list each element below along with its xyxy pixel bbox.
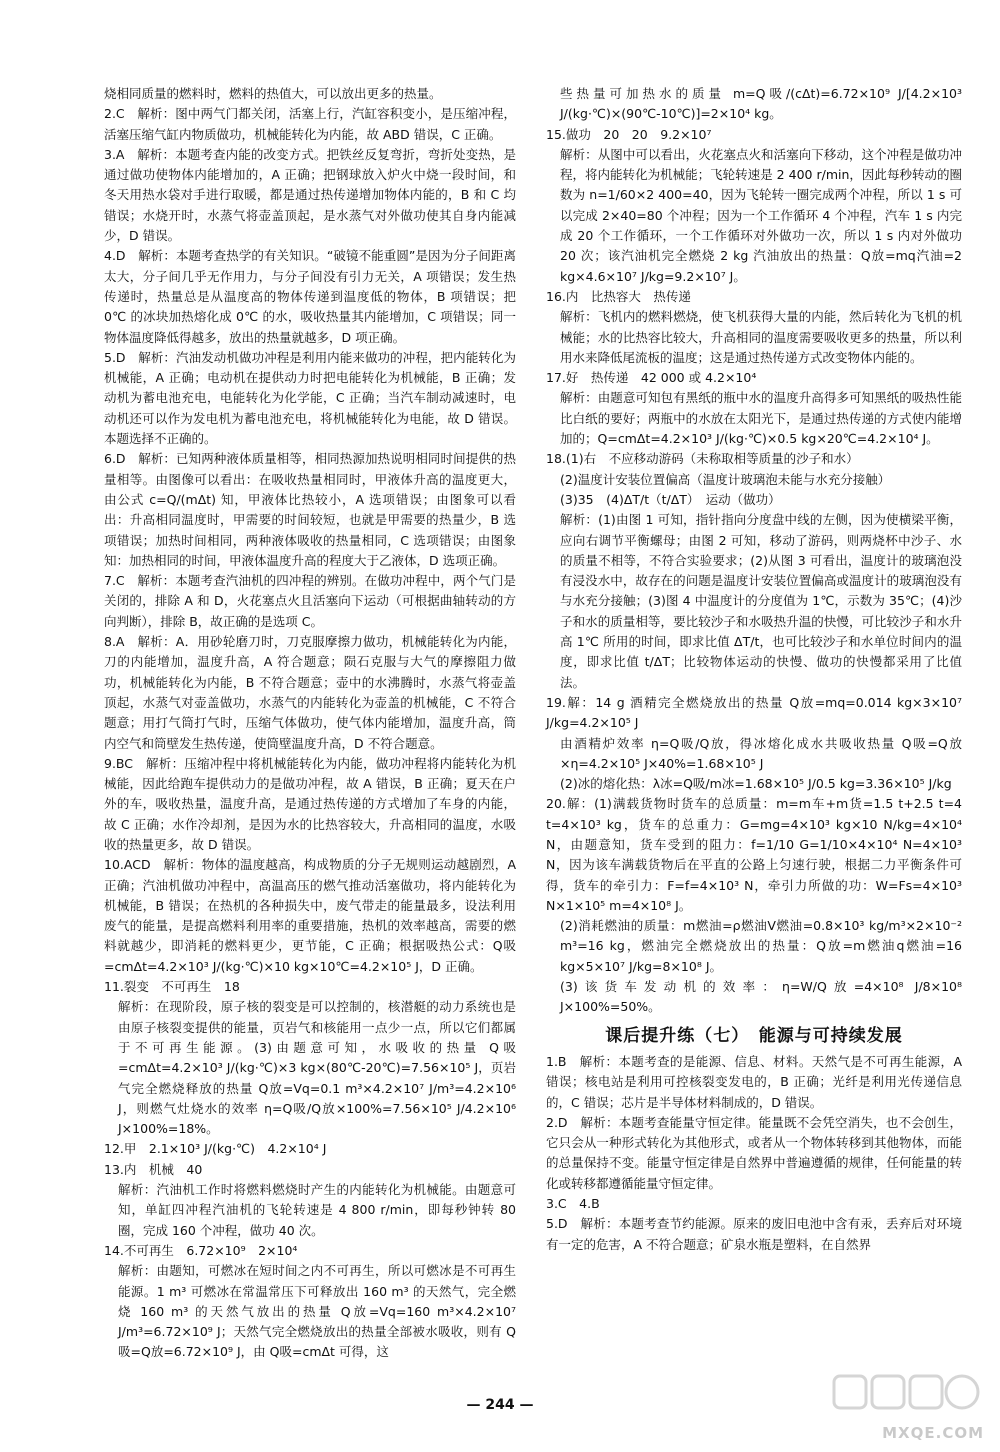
left-paragraph: 解析：由题知，可燃冰在短时间之内不可再生，所以可燃冰是不可再生能源。1 m³ 可燃冰在常温常压下可释放出 160 m³ 的天然气，完全燃烧 160 m³ 的天然气放出的热量 Q放=Vq=160 m³×4.2×10⁷ J/m³=6.72×10⁹ J；天然气完全燃烧放出的热量全部被水吸收，则有 Q吸=Q放=6.72×10⁹ J，由 Q吸=cmΔt 可得，这 <box>118 1263 516 1360</box>
left-paragraph: 烧相同质量的燃料时，燃料的热值大，可以放出更多的热量。 <box>104 86 442 101</box>
left-column <box>104 84 516 1363</box>
right-paragraph: 16.内 比热容大 热传递 <box>546 288 691 304</box>
left-paragraph: 9.BC 解析：压缩冲程中将机械能转化为内能，做功冲程将内能转化为机械能，因此给跑车提供动力的是做功冲程，故 A 错误，B 正确；夏天在户外的车，吸收热量，温度升高，是通过热传递的方式增加了车身的内能，故 C 正确；水作冷却剂，是因为水的比热容较大，升高相同的温度，水吸收的热量更多，故 D 错误。 <box>104 755 516 852</box>
left-paragraph: 6.D 解析：已知两种液体质量相等，相同热源加热说明相同时间提供的热量相等。由图像可以看出：在吸收热量相同时，甲液体升高的温度更大，由公式 c=Q/(mΔt) 知，甲液体比热较小，A 选项错误；由图象可以看出：升高相同温度时，甲需要的时间较短，也就是甲需要的热量少，B 选项错误；加热时间相同，两种液体吸收的热量相同，C 选项错误；由图象知：加热相同的时间，甲液体温度升高的程度大于乙液体，D 选项正确。 <box>104 451 516 568</box>
right-paragraph: 15.做功 20 20 9.2×10⁷ <box>546 126 712 142</box>
left-paragraph: 10.ACD 解析：物体的温度越高，构成物质的分子无规则运动越剧烈，A 正确；汽油机做功冲程中，高温高压的燃气推动活塞做功，将内能转化为机械能，B 错误；在热机的各种损失中，废气带走的能量最多，设法利用废气的能量，是提高燃料利用率的重要措施，热机的效率越高，需要的燃料就越少，即消耗的燃料更少，更节能，C 正确；根据吸热公式：Q吸=cmΔt=4.2×10³ J/(kg·℃)×10 kg×10℃=4.2×10⁵ J，D 正确。 <box>104 857 516 974</box>
right-paragraph: 17.好 热传递 42 000 或 4.2×10⁴ <box>546 370 757 386</box>
left-paragraph: 11.裂变 不可再生 18 <box>104 979 240 995</box>
right-paragraph: 解析：由题意可知包有黑纸的瓶中水的温度升高得多可知黑纸的吸热性能比白纸的要好；两瓶中的水放在太阳光下，是通过热传递的方式使内能增加的；Q=cmΔt=4.2×10³ J/(kg·℃)×0.5 kg×20℃=4.2×10⁴ J。 <box>560 390 962 447</box>
right-paragraph: 由酒精炉效率 η=Q吸/Q放，得冰熔化成水共吸收热量 Q吸=Q放×η=4.2×10⁵ J×40%=1.68×10⁵ J <box>560 735 962 771</box>
right-paragraph: (3)该货车发动机的效率：η=W/Q放=4×10⁸ J/8×10⁸ J×100%=50%。 <box>560 979 962 1015</box>
section-item: 2.D 解析：本题考查能量守恒定律。能量既不会凭空消失，也不会创生，它只会从一种形式转化为其他形式，或者从一个物体转移到其他物体，而能的总量保持不变。能量守恒定律是自然界中普遍遵循的规律，任何能量的转化或转移都遵循能量守恒定律。 <box>546 1114 962 1191</box>
watermark-text: MXQE.COM <box>882 1424 984 1442</box>
left-paragraph: 3.A 解析：本题考查内能的改变方式。把铁丝反复弯折，弯折处变热，是通过做功使物体内能增加的，A 正确；把钢球放入炉火中烧一段时间，和冬天用热水袋对手进行取暖，都是通过热传递增加物体内能的，B 和 C 均错误；水烧开时，水蒸气将壶盖顶起，是水蒸气对外做功使其自身内能减少，D 错误。 <box>104 146 516 244</box>
left-paragraph: 12.甲 2.1×10³ J/(kg·℃) 4.2×10⁴ J <box>104 1141 327 1157</box>
right-paragraph: 解析：飞机内的燃料燃烧，使飞机获得大量的内能，然后转化为飞机的机械能；水的比热容比较大，升高相同的温度需要吸收更多的热量，所以利用水来降低尾流板的温度；这是通过热传递方式改变物体内能的。 <box>560 309 962 365</box>
left-paragraph: 14.不可再生 6.72×10⁹ 2×10⁴ <box>104 1242 298 1258</box>
right-paragraph: (2)温度计安装位置偏高（温度计玻璃泡未能与水充分接触） <box>560 471 891 487</box>
right-paragraph: (2)冰的熔化热：λ冰=Q吸/m冰=1.68×10⁵ J/0.5 kg=3.36×10⁵ J/kg <box>560 776 952 792</box>
right-paragraph: 解析：(1)由图 1 可知，指针指向分度盘中线的左侧，因为使横梁平衡，应向右调节平衡螺母；由图 2 可知，移动了游码，则两烧杯中沙子、水的质量不相等，不符合实验要求；(2)从图 3 可看出，温度计的玻璃泡没有浸没水中，故存在的问题是温度计安装位置偏高或温度计的玻璃泡没有与水充分接触；(3)图 4 中温度计的分度值为 1℃，示数为 35℃；(4)沙子和水的质量相等，要比较沙子和水吸热升温的快慢，可比较沙子和水升高 1℃ 所用的时间，即求比值 ΔT/t，也可比较沙子和水单位时间内的温度，即求比值 t/ΔT；比较物体运动的快慢、做功的快慢都采用了比值法。 <box>560 512 962 690</box>
section-item: 1.B 解析：本题考查的是能源、信息、材料。天然气是不可再生能源，A 错误；核电站是利用可控核裂变发电的，B 正确；光纤是利用光传递信息的，C 错误；芯片是半导体材料制成的，D 错误。 <box>546 1053 962 1110</box>
watermark-logo-icon <box>832 1372 982 1416</box>
left-paragraph: 解析：汽油机工作时将燃料燃烧时产生的内能转化为机械能。由题意可知，单缸四冲程汽油机的飞轮转速是 4 800 r/min，即每秒钟转 80 圈，完成 160 个冲程，做功 40 次。 <box>118 1182 516 1238</box>
left-paragraph: 解析：在现阶段，原子核的裂变是可以控制的，核潜艇的动力系统也是由原子核裂变提供的能量，页岩气和核能用一点少一点，所以它们都属于不可再生能源。(3)由题意可知，水吸收的热量 Q吸=cmΔt=4.2×10³ J/(kg·℃)×3 kg×(80℃-20℃)=7.56×10⁵ J，页岩气完全燃烧释放的热量 Q放=Vq=0.1 m³×4.2×10⁷ J/m³=4.2×10⁶ J，则燃气灶烧水的效率 η=Q吸/Q放×100%=7.56×10⁵ J/4.2×10⁶ J×100%=18%。 <box>118 999 516 1137</box>
left-paragraph: 13.内 机械 40 <box>104 1161 203 1177</box>
left-paragraph: 2.C 解析：图中两气门都关闭，活塞上行，汽缸容积变小，是压缩冲程，活塞压缩气缸内物质做功，机械能转化为内能，故 ABD 错误，C 正确。 <box>104 106 516 142</box>
left-paragraph: 8.A 解析：A．用砂轮磨刀时，刀克服摩擦力做功，机械能转化为内能，刀的内能增加，温度升高，A 符合题意；陨石克服与大气的摩擦阻力做功，机械能转化为内能，B 不符合题意；壶中的水沸腾时，水蒸气将壶盖顶起，水蒸气对壶盖做功，水蒸气的内能转化为壶盖的机械能，C 不符合题意；用打气筒打气时，压缩气体做功，使气体内能增加，温度升高，筒内空气和筒壁发生热传递，使筒壁温度升高，D 不符合题意。 <box>104 634 516 751</box>
section-title: 课后提升练（七） 能源与可持续发展 <box>605 1025 903 1046</box>
section-item: 3.C 4.B <box>546 1196 600 1212</box>
section-item: 5.D 解析：本题考查节约能源。原来的废旧电池中含有汞，丢弃后对环境有一定的危害，A 不符合题意；矿泉水瓶是塑料，在自然界 <box>546 1216 962 1252</box>
right-paragraph: 19.解：14 g 酒精完全燃烧放出的热量 Q放=mq=0.014 kg×3×10⁷ J/kg=4.2×10⁵ J <box>546 694 962 731</box>
watermark <box>826 1372 986 1442</box>
right-paragraph: 些热量可加热水的质量 m=Q吸/(cΔt)=6.72×10⁹ J/[4.2×10³ J/(kg·℃)×(90℃-10℃)]=2×10⁴ kg。 <box>560 86 962 122</box>
left-paragraph: 4.D 解析：本题考查热学的有关知识。“破镜不能重圆”是因为分子间距离太大，分子间几乎无作用力，与分子间没有引力无关，A 项错误；发生热传递时，热量总是从温度高的物体传递到温度低的物体，B 项错误；把 0℃ 的冰块加热熔化成 0℃ 的水，吸收热量其内能增加，C 项错误；同一物体温度降低得越多，放出的热量就越多，D 项正确。 <box>104 248 516 345</box>
right-paragraph: (3)35 (4)ΔT/t（t/ΔT） 运动（做功） <box>560 491 781 507</box>
right-paragraph: (2)消耗燃油的质量：m燃油=ρ燃油V燃油=0.8×10³ kg/m³×2×10⁻² m³=16 kg，燃油完全燃烧放出的热量：Q放=m燃油q燃油=16 kg×5×10⁷ J/kg=8×10⁸ J。 <box>560 918 962 974</box>
right-paragraph: 解析：从图中可以看出，火花塞点火和活塞向下移动，这个冲程是做功冲程，将内能转化为机械能；飞轮转速是 2 400 r/min，因此每秒转动的圈数为 n=1/60×2 400=40，因为飞轮转一圈完成两个冲程，所以 1 s 可以完成 2×40=80 个冲程；因为一个工作循环 4 个冲程，汽车 1 s 内完成 20 个工作循环，一个工作循环对外做功一次，所以 1 s 内对外做功 20 次；该汽油机完全燃烧 2 kg 汽油放出的热量：Q放=mq汽油=2 kg×4.6×10⁷ J/kg=9.2×10⁷ J。 <box>560 146 962 284</box>
right-column <box>546 84 962 1255</box>
right-paragraph: 20.解：(1)满载货物时货车的总质量：m=m车+m货=1.5 t+2.5 t=4 t=4×10³ kg，货车的总重力：G=mg=4×10³ kg×10 N/kg=4×10⁴ N，由题意知，货车受到的阻力：f=1/10 G=1/10×4×10⁴ N=4×10³ N，因为该车满载货物后在平直的公路上匀速行驶，根据二力平衡条件可得，货车的牵引力：F=f=4×10³ N，牵引力所做的功：W=Fs=4×10³ N×1×10⁵ m=4×10⁸ J。 <box>546 796 962 913</box>
right-paragraph: 18.(1)右 不应移动游码（未称取相等质量的沙子和水） <box>546 451 859 467</box>
page-number: — 244 — <box>466 1397 534 1413</box>
left-paragraph: 5.D 解析：汽油发动机做功冲程是利用内能来做功的冲程，把内能转化为机械能，A 正确；电动机在提供动力时把电能转化为机械能，B 正确；发动机为蓄电池充电，电能转化为化学能，C 正确；当汽车制动减速时，电动机还可以作为发电机为蓄电池充电，将机械能转化为电能，故 D 错误。本题选择不正确的。 <box>104 349 516 447</box>
left-paragraph: 7.C 解析：本题考查汽油机的四冲程的辨别。在做功冲程中，两个气门是关闭的，排除 A 和 D，火花塞点火且活塞向下运动（可根据曲轴转动的方向判断），排除 B，故正确的是选项 C。 <box>104 573 516 629</box>
